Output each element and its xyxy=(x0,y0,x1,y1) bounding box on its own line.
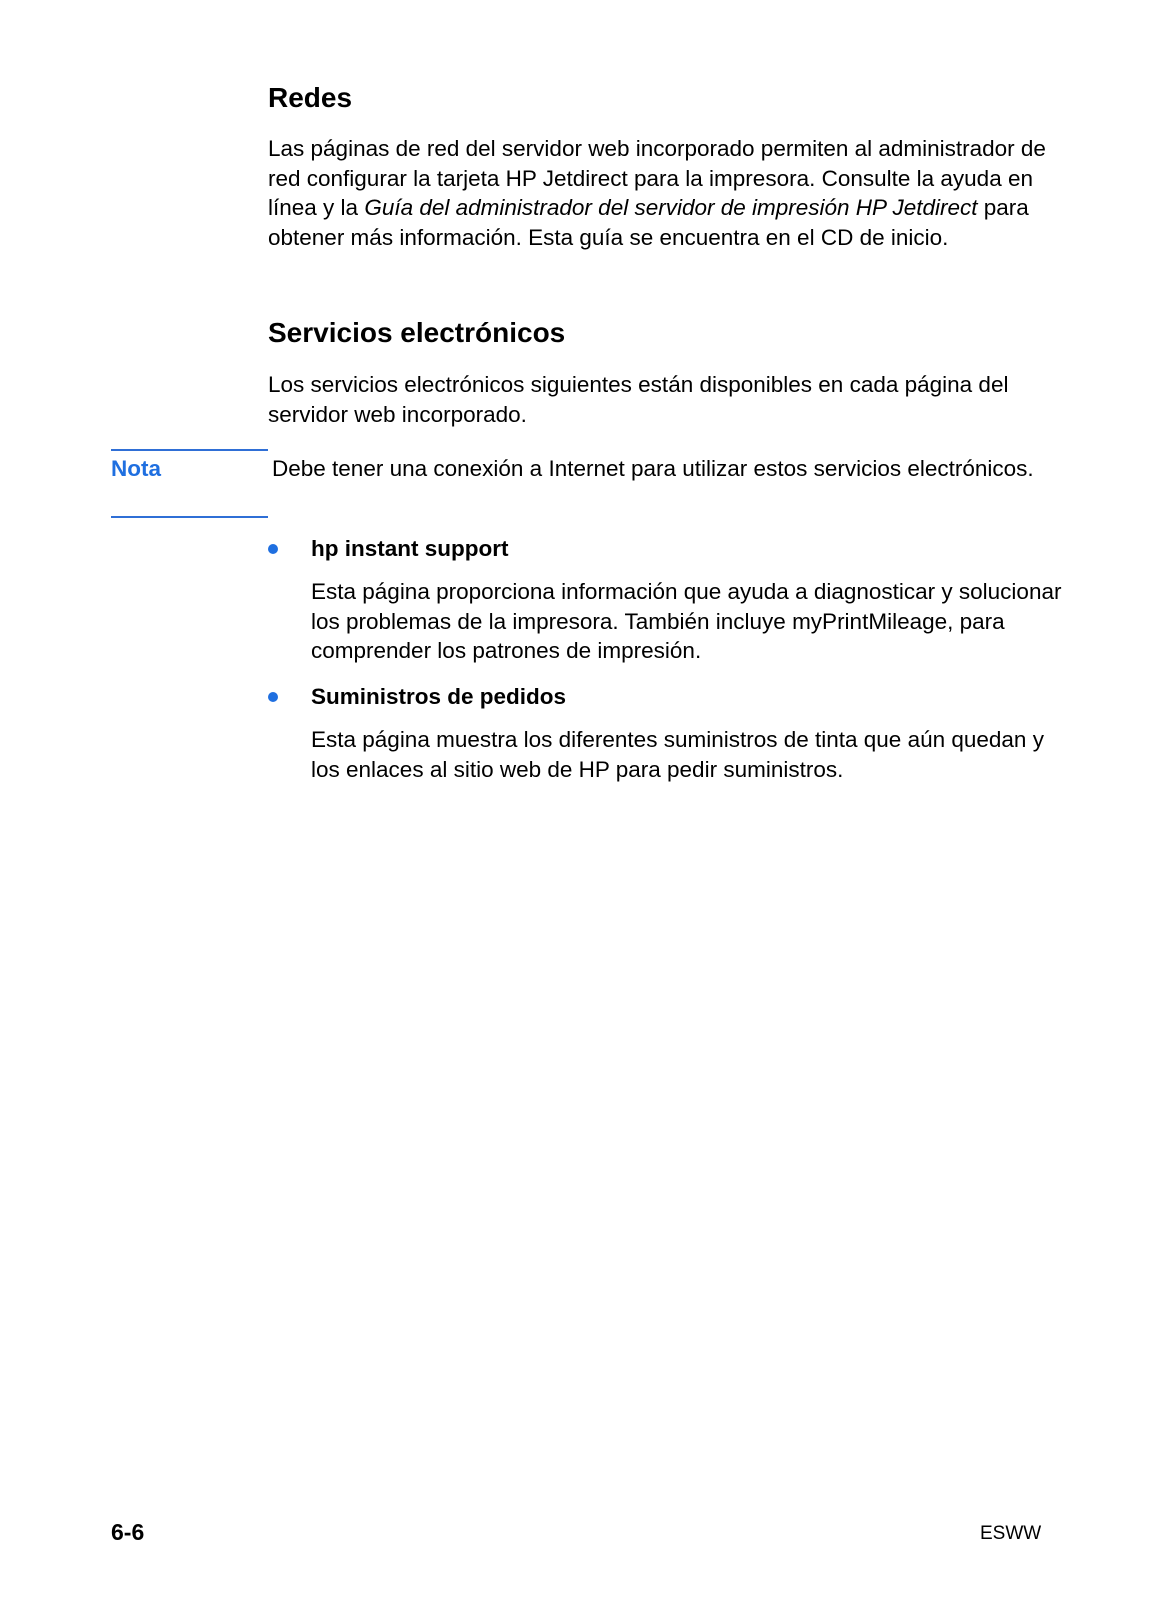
bullet-description-instant-support: Esta página proporciona información que ayuda a diagnosticar y solucionar los problemas de la impresora. También incluye myPrintMileage, para comprender los patrones de impresión. xyxy=(311,579,1062,663)
redes-guide-title: Guía del administrador del servidor de impresión HP Jetdirect xyxy=(364,195,978,220)
bullet-dot-icon xyxy=(268,544,278,554)
bullet-title-instant-support: hp instant support xyxy=(311,536,509,561)
bullet-title-suministros: Suministros de pedidos xyxy=(311,684,567,709)
section-body-redes xyxy=(268,134,1068,252)
footer-page-number: 6-6 xyxy=(111,1519,145,1545)
redes-text-part-1: Las páginas de red del servidor web incorporado permiten al administrador de red configurar la tarjeta HP Jetdirect para la impresora. Consulte la ayuda en línea y la xyxy=(268,136,1046,220)
note-divider-top xyxy=(111,449,268,451)
bullet-description-suministros: Esta página muestra los diferentes suministros de tinta que aún quedan y los enlaces al sitio web de HP para pedir suministros. xyxy=(311,727,1044,782)
redes-text-part-2: para obtener más información. Esta guía se encuentra en el CD de inicio. xyxy=(268,195,1029,250)
note-label: Nota xyxy=(111,456,161,481)
section-heading-redes: Redes xyxy=(268,82,353,113)
bullet-dot-icon xyxy=(268,692,278,702)
footer-doc-code: ESWW xyxy=(980,1523,1042,1544)
note-divider-bottom xyxy=(111,516,268,518)
section-heading-servicios: Servicios electrónicos xyxy=(268,317,566,348)
section-body-servicios: Los servicios electrónicos siguientes están disponibles en cada página del servidor web incorporado. xyxy=(268,372,1009,427)
note-text: Debe tener una conexión a Internet para utilizar estos servicios electrónicos. xyxy=(272,456,1034,481)
